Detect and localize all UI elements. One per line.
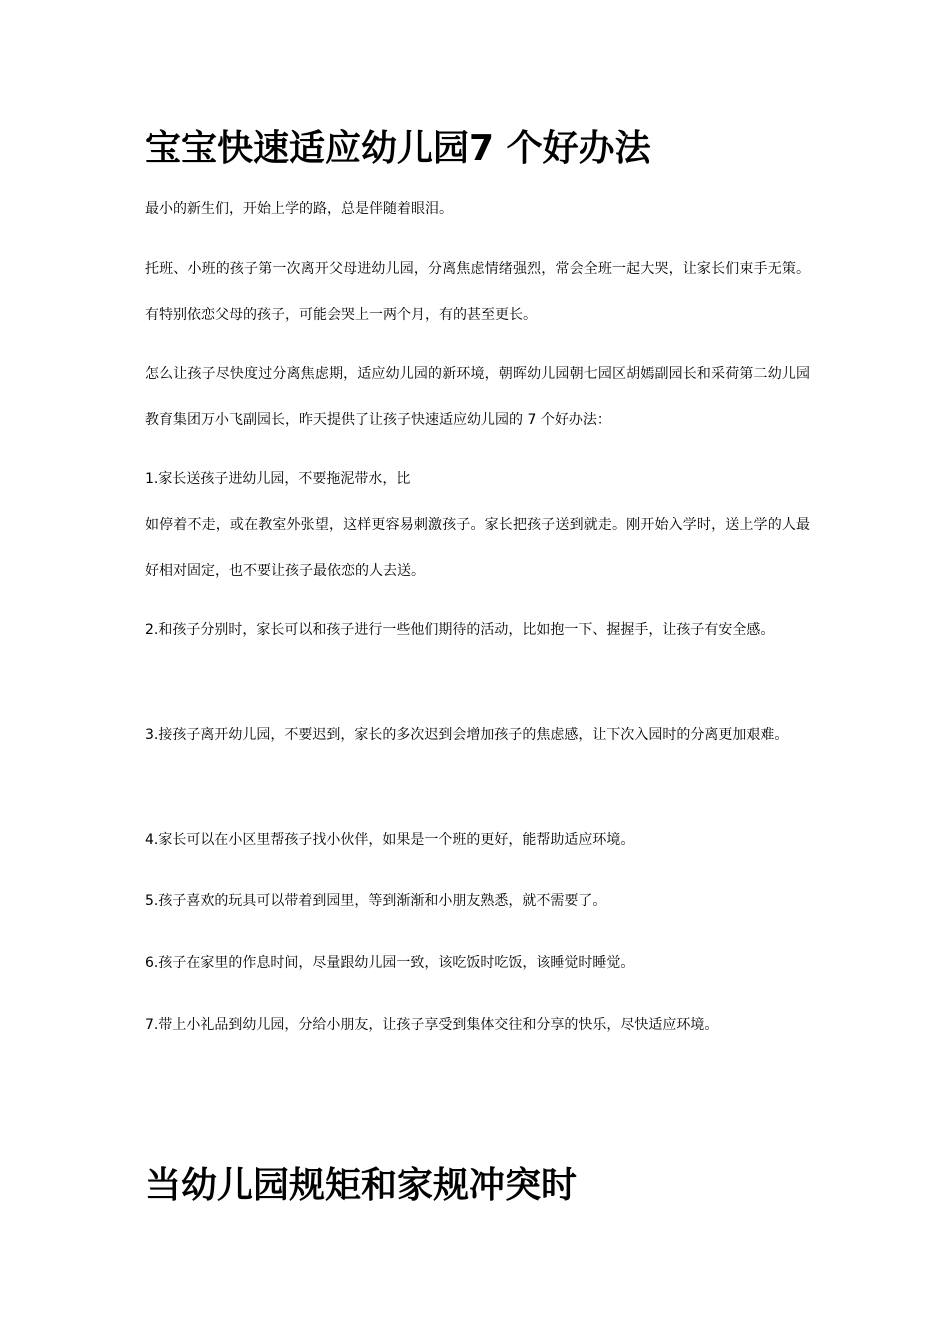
tip-text: 孩子喜欢的玩具可以带着到园里，等到渐渐和小朋友熟悉，就不需要了。 <box>158 893 607 909</box>
tip-text: 和孩子分别时，家长可以和孩子进行一些他们期待的活动，比如抱一下、握握手，让孩子有安全感。 <box>158 622 775 638</box>
tip-number: 2. <box>145 622 159 638</box>
tip-text: 家长可以在小区里帮孩子找小伙伴，如果是一个班的更好，能帮助适应环境。 <box>158 832 635 848</box>
intro-paragraph: 最小的新生们，开始上学的路，总是伴随着眼泪。 <box>145 201 453 217</box>
article-title <box>145 126 810 171</box>
tip-text: 孩子在家里的作息时间，尽量跟幼儿园一致，该吃饭时吃饭，该睡觉时睡觉。 <box>158 955 635 971</box>
tip-number: 4. <box>145 832 159 848</box>
tip-number: 3. <box>145 727 159 743</box>
title-number: 7 <box>469 128 495 169</box>
para3-text: 怎么让孩子尽快度过分离焦虑期，适应幼儿园的新环境，朝晖幼儿园朝七园区胡嫣副园长和采荷第二幼儿园教育集团万小飞副园长，昨天提供了让孩子快速适应幼儿园的 <box>145 366 810 428</box>
tip-number: 1. <box>145 471 159 487</box>
tip-3 <box>145 712 810 758</box>
tip-1-continuation: 如停着不走，或在教室外张望，这样更容易刺激孩子。家长把孩子送到就走。刚开始入学时，送上学的人最好相对固定，也不要让孩子最依恋的人去送。 <box>145 517 810 579</box>
tip-4 <box>145 817 810 863</box>
tip-7 <box>145 1002 810 1048</box>
tip-number: 6. <box>145 955 159 971</box>
tip-1-first-line <box>145 456 810 502</box>
tip-2 <box>145 607 810 653</box>
tip-5 <box>145 878 810 924</box>
para3-text-end: 个好办法： <box>540 412 611 428</box>
title-text-1: 宝宝快速适应幼儿园 <box>145 127 470 169</box>
tip-number: 5. <box>145 893 159 909</box>
tip-6 <box>145 940 810 986</box>
tip-text: 家长送孩子进幼儿园，不要拖泥带水，比 <box>158 471 411 487</box>
paragraph-separation-anxiety: 托班、小班的孩子第一次离开父母进幼儿园，分离焦虑情绪强烈，常会全班一起大哭，让家长们束手无策。有特别依恋父母的孩子，可能会哭上一两个月，有的甚至更长。 <box>145 261 810 323</box>
tip-number: 7. <box>145 1017 159 1033</box>
tip-text: 带上小礼品到幼儿园，分给小朋友，让孩子享受到集体交往和分享的快乐，尽快适应环境。 <box>158 1017 719 1033</box>
tip-text: 接孩子离开幼儿园，不要迟到，家长的多次迟到会增加孩子的焦虑感，让下次入园时的分离更加艰难。 <box>158 727 789 743</box>
title-text-2: 个好办法 <box>506 127 651 169</box>
para3-number: 7 <box>527 412 537 428</box>
paragraph-seven-methods-intro <box>145 351 810 443</box>
second-article-title: 当幼儿园规矩和家规冲突时 <box>145 1164 578 1206</box>
